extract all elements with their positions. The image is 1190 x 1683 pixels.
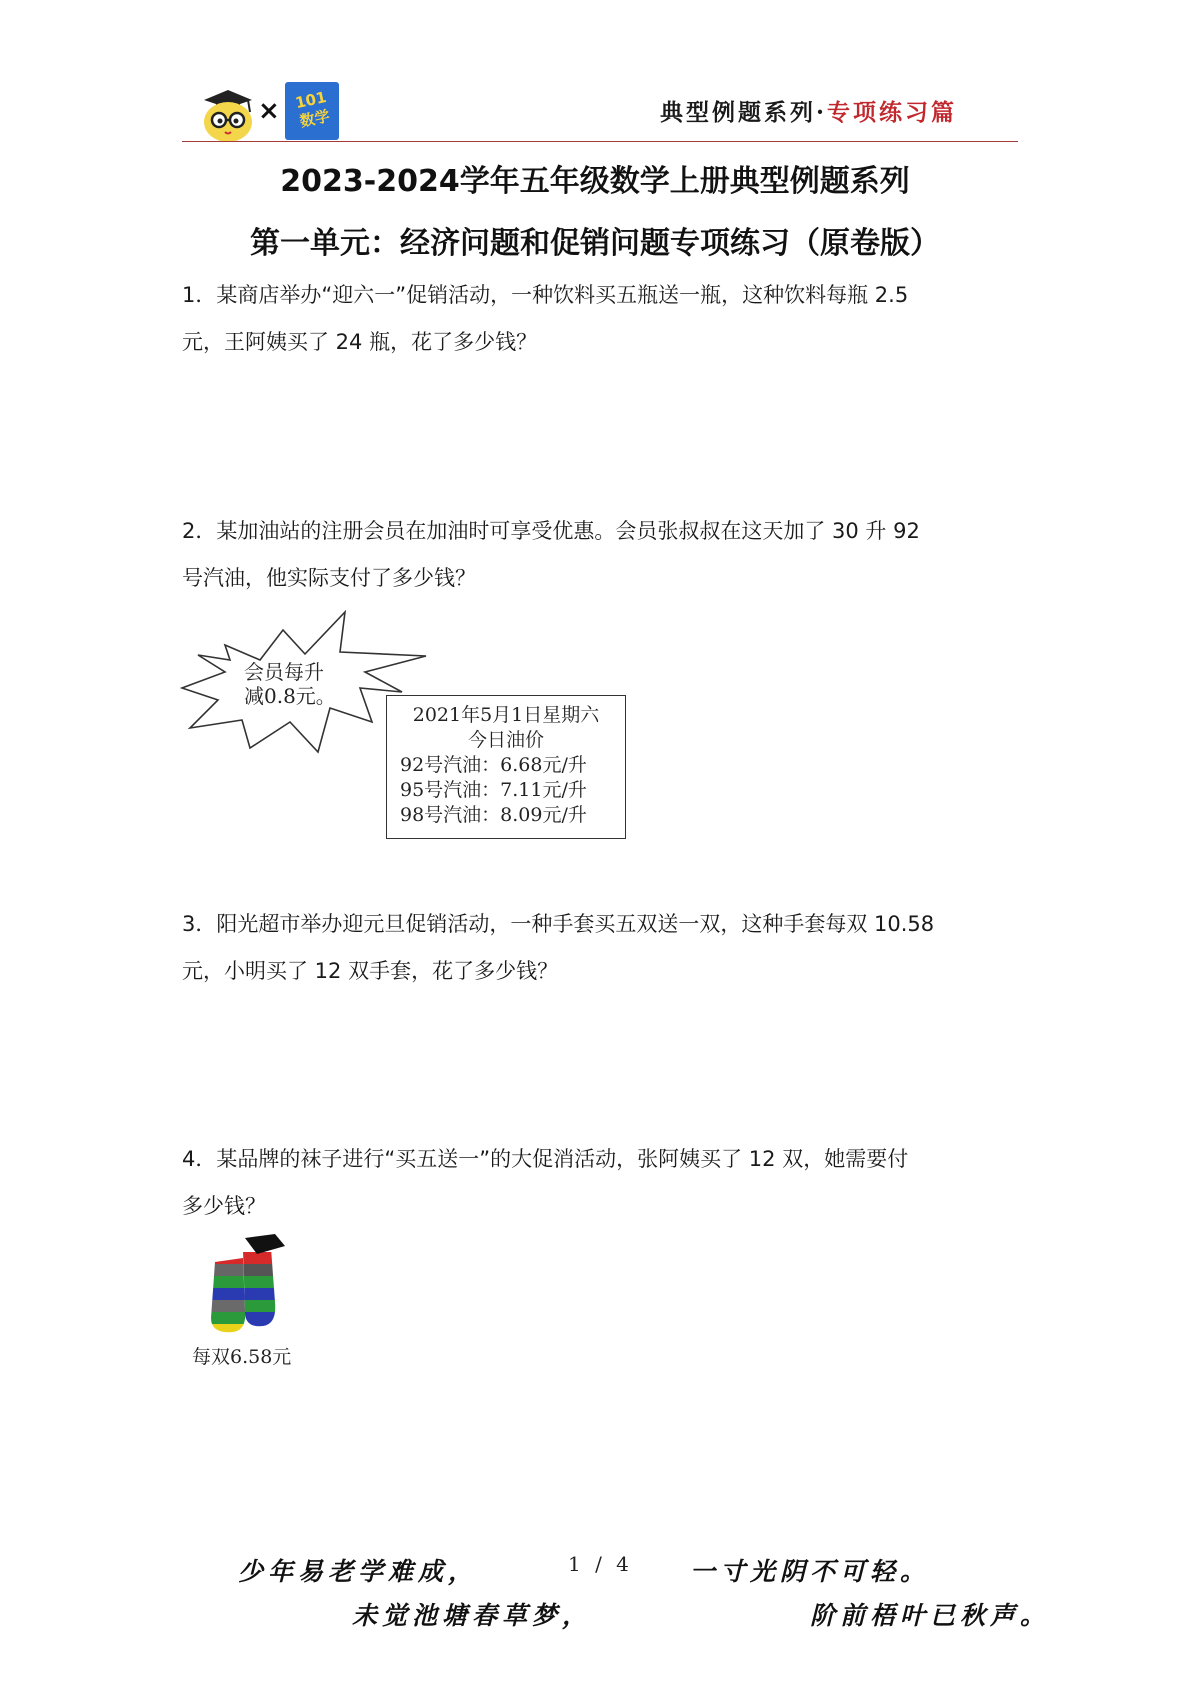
socks-price-caption: 每双6.58元 (192, 1346, 292, 1368)
footer-poem-line-3: 未觉池塘春草梦， (352, 1601, 593, 1630)
board-row-92: 92号汽油：6.68元/升 (400, 754, 587, 776)
series-title-dark: 典型例题系列· (660, 99, 828, 126)
board-heading: 今日油价 (467, 729, 544, 751)
socks-icon (205, 1232, 295, 1338)
question-1-line-1: 1．某商店举办“迎六一”促销活动，一种饮料买五瓶送一瓶，这种饮料每瓶 2.5 (182, 283, 909, 307)
question-4-line-1: 4．某品牌的袜子进行“买五送一”的大促消活动，张阿姨买了 12 双，她需要付 (182, 1147, 909, 1171)
question-2-line-2: 号汽油，他实际支付了多少钱？ (182, 566, 476, 590)
question-1 (182, 272, 1022, 366)
question-4 (182, 1136, 1022, 1230)
question-4-line-2: 多少钱？ (182, 1194, 266, 1218)
footer-poem-line-4: 阶前梧叶已秋声。 (810, 1601, 1051, 1630)
document-title: 2023-2024学年五年级数学上册典型例题系列 (280, 164, 910, 199)
starburst-line-1: 会员每升 (244, 660, 324, 684)
document-subtitle: 第一单元：经济问题和促销问题专项练习（原卷版） (250, 226, 940, 261)
series-title-red: 专项练习篇 (827, 99, 958, 126)
question-3 (182, 901, 1022, 995)
owl-logo-icon (198, 82, 258, 142)
times-sign: × (258, 96, 280, 126)
oil-price-board (386, 695, 626, 839)
question-2-line-1: 2．某加油站的注册会员在加油时可享受优惠。会员张叔叔在这天加了 30 升 92 (182, 519, 920, 543)
board-row-98: 98号汽油：8.09元/升 (400, 804, 587, 826)
starburst-text (244, 660, 336, 708)
math-101-logo-text: 101 数学 (293, 88, 332, 131)
question-2 (182, 508, 1022, 602)
starburst-line-2: 减0.8元。 (244, 684, 336, 708)
board-row-95: 95号汽油：7.11元/升 (400, 779, 587, 801)
question-3-line-1: 3．阳光超市举办迎元旦促销活动，一种手套买五双送一双，这种手套每双 10.58 (182, 912, 935, 936)
question-3-line-2: 元，小明买了 12 双手套，花了多少钱？ (182, 959, 559, 983)
series-title (660, 94, 957, 127)
board-date: 2021年5月1日星期六 (412, 704, 600, 726)
footer-poem-line-2: 一寸光阴不可轻。 (690, 1557, 931, 1586)
page-number: 1 / 4 (568, 1552, 633, 1576)
header-divider (182, 141, 1018, 142)
footer-poem-line-1: 少年易老学难成， (238, 1557, 479, 1586)
math-101-logo (285, 82, 339, 140)
question-1-line-2: 元，王阿姨买了 24 瓶，花了多少钱？ (182, 330, 538, 354)
